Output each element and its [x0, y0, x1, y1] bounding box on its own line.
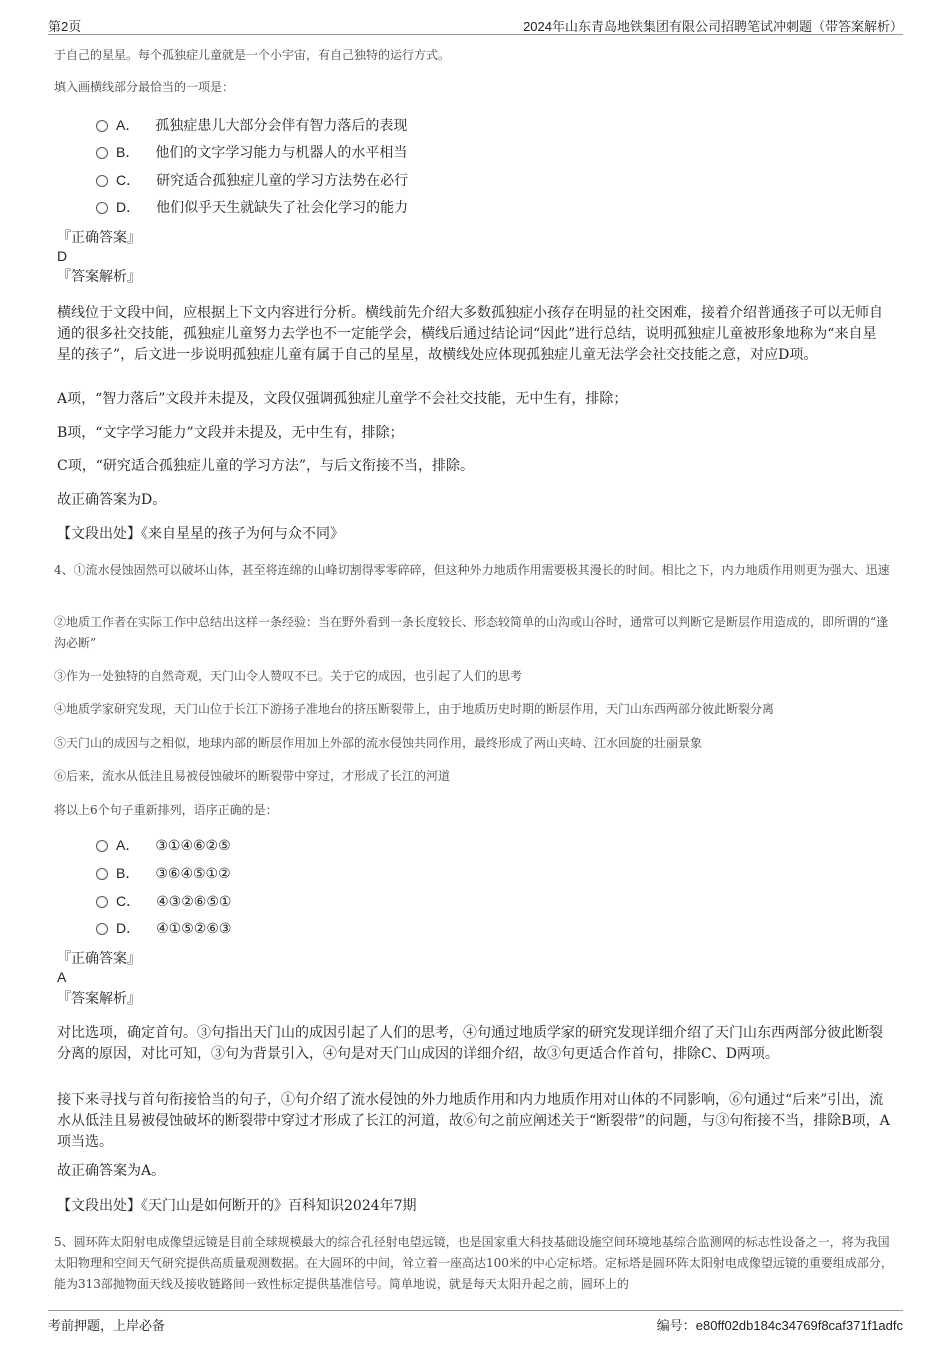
q4-analysis-first: 对比选项，确定首句。③句指出天门山的成因引起了人们的思考，④句通过地质学家的研究发现详细介绍了天门山东西两部分彼此断裂分离的原因，对比可知，③句为背景引入，④句是对天门山成因的详细介绍，故③句更适合作首句，排除C、D两项。	[57, 1025, 883, 1062]
q3-analysis-label: 『答案解析』	[57, 269, 141, 285]
q3-analysis-c: C项，“研究适合孤独症儿童的学习方法”，与后文衔接不当，排除。	[57, 458, 475, 474]
q4-analysis-label: 『答案解析』	[57, 991, 141, 1007]
radio-icon[interactable]	[96, 840, 108, 852]
q3-option-a[interactable]: A． 孤独症患儿大部分会伴有智力落后的表现	[96, 115, 407, 135]
q4-sentence-4: ④地质学家研究发现，天门山位于长江下游扬子准地台的挤压断裂带上，由于地质历史时期的断层作用，天门山东西两部分彼此断裂分离	[54, 702, 775, 716]
q4-answer: A	[57, 969, 67, 985]
q3-conclusion: 故正确答案为D。	[57, 492, 167, 508]
q3-intro-tail: 于自己的星星。每个孤独症儿童就是一个小宇宙，有自己独特的运行方式。	[54, 48, 451, 62]
q5-text: 5、圆环阵太阳射电成像望远镜是目前全球规模最大的综合孔径射电望远镜，也是国家重大科技基础设施空间环境地基综合监测网的标志性设备之一，将为我国太阳物理和空间天气研究提供高质量观测数据。在大圆环的中间，耸立着一座高达100米的中心定标塔。定标塔是圆环阵太阳射电成像望远镜的重要组成部分，能为313部抛物面天线及接收链路间一致性标定提供基准信号。简单地说，就是每天太阳升起之前，圆环上的	[54, 1235, 893, 1291]
q4-sentence-5: ⑤天门山的成因与之相似，地球内部的断层作用加上外部的流水侵蚀共同作用，最终形成了两山夹峙、江水回旋的壮丽景象	[54, 736, 703, 750]
footer-slogan: 考前押题，上岸必备	[48, 1318, 166, 1333]
radio-icon[interactable]	[96, 120, 108, 132]
q3-analysis-a: A项，“智力落后”文段并未提及，文段仅强调孤独症儿童学不会社交技能，无中生有，排除；	[57, 391, 628, 407]
q3-option-b[interactable]: B． 他们的文字学习能力与机器人的水平相当	[96, 142, 407, 162]
q4-option-b[interactable]: B． ③⑥④⑤①②	[96, 863, 231, 883]
radio-icon[interactable]	[96, 202, 108, 214]
q4-option-d[interactable]: D． ④①⑤②⑥③	[96, 918, 231, 938]
radio-icon[interactable]	[96, 175, 108, 187]
q3-analysis-main: 横线位于文段中间，应根据上下文内容进行分析。横线前先介绍大多数孤独症小孩存在明显的社交困难，接着介绍普通孩子可以无师自通的很多社交技能，孤独症儿童努力去学也不一定能学会，横线后通过结论词“因此”进行总结，说明孤独症儿童被形象地称为“来自星星的孩子”，后文进一步说明孤独症儿童有属于自己的星星，故横线处应体现孤独症儿童无法学会社交技能之意，对应D项。	[57, 305, 883, 363]
q4-sentence-3: ③作为一处独特的自然奇观，天门山令人赞叹不已。关于它的成因，也引起了人们的思考	[54, 669, 523, 683]
page-footer	[48, 1310, 903, 1333]
q4-analysis-second: 接下来寻找与首句衔接恰当的句子，①句介绍了流水侵蚀的外力地质作用和内力地质作用对山体的不同影响，⑥句通过“后来”引出，流水从低洼且易被侵蚀破坏的断裂带中穿过才形成了长江的河道，故⑥句之前应阐述关于“断裂带”的问题，与③句衔接不当，排除B项，A项当选。	[57, 1092, 890, 1150]
q3-option-d[interactable]: D． 他们似乎天生就缺失了社会化学习的能力	[96, 197, 408, 217]
q3-source: 【文段出处】《来自星星的孩子为何与众不同》	[57, 526, 344, 542]
q4-sentence-6: ⑥后来，流水从低洼且易被侵蚀破坏的断裂带中穿过，才形成了长江的河道	[54, 769, 451, 783]
q4-conclusion: 故正确答案为A。	[57, 1163, 166, 1179]
q4-source: 【文段出处】《天门山是如何断开的》百科知识2024年7期	[57, 1198, 417, 1214]
q4-option-c[interactable]: C． ④③②⑥⑤①	[96, 891, 231, 911]
q4-option-a[interactable]: A． ③①④⑥②⑤	[96, 835, 231, 855]
q4-correct-label: 『正确答案』	[57, 951, 141, 967]
q3-answer: D	[57, 248, 68, 264]
page-number: 第2页	[48, 19, 82, 34]
radio-icon[interactable]	[96, 868, 108, 880]
q3-prompt: 填入画横线部分最恰当的一项是：	[54, 80, 235, 94]
q3-analysis-b: B项，“文字学习能力”文段并未提及，无中生有，排除；	[57, 425, 404, 441]
page-header	[48, 14, 903, 35]
radio-icon[interactable]	[96, 896, 108, 908]
q4-sentence-2: ②地质工作者在实际工作中总结出这样一条经验：当在野外看到一条长度较长、形态较简单的山沟或山谷时，通常可以判断它是断层作用造成的，即所谓的“逢沟必断”	[54, 615, 889, 650]
q3-correct-label: 『正确答案』	[57, 230, 141, 246]
radio-icon[interactable]	[96, 923, 108, 935]
radio-icon[interactable]	[96, 147, 108, 159]
q4-prompt: 将以上6个句子重新排列，语序正确的是：	[54, 803, 278, 817]
document-code: 编号：e80ff02db184c34769f8caf371f1adfc	[656, 1318, 903, 1333]
q3-option-c[interactable]: C． 研究适合孤独症儿童的学习方法势在必行	[96, 170, 408, 190]
q4-sentence-1: 4、①流水侵蚀固然可以破坏山体，甚至将连绵的山峰切割得零零碎碎，但这种外力地质作用需要极其漫长的时间。相比之下，内力地质作用则更为强大、迅速	[54, 563, 890, 577]
document-title: 2024年山东青岛地铁集团有限公司招聘笔试冲刺题（带答案解析）	[523, 19, 903, 34]
